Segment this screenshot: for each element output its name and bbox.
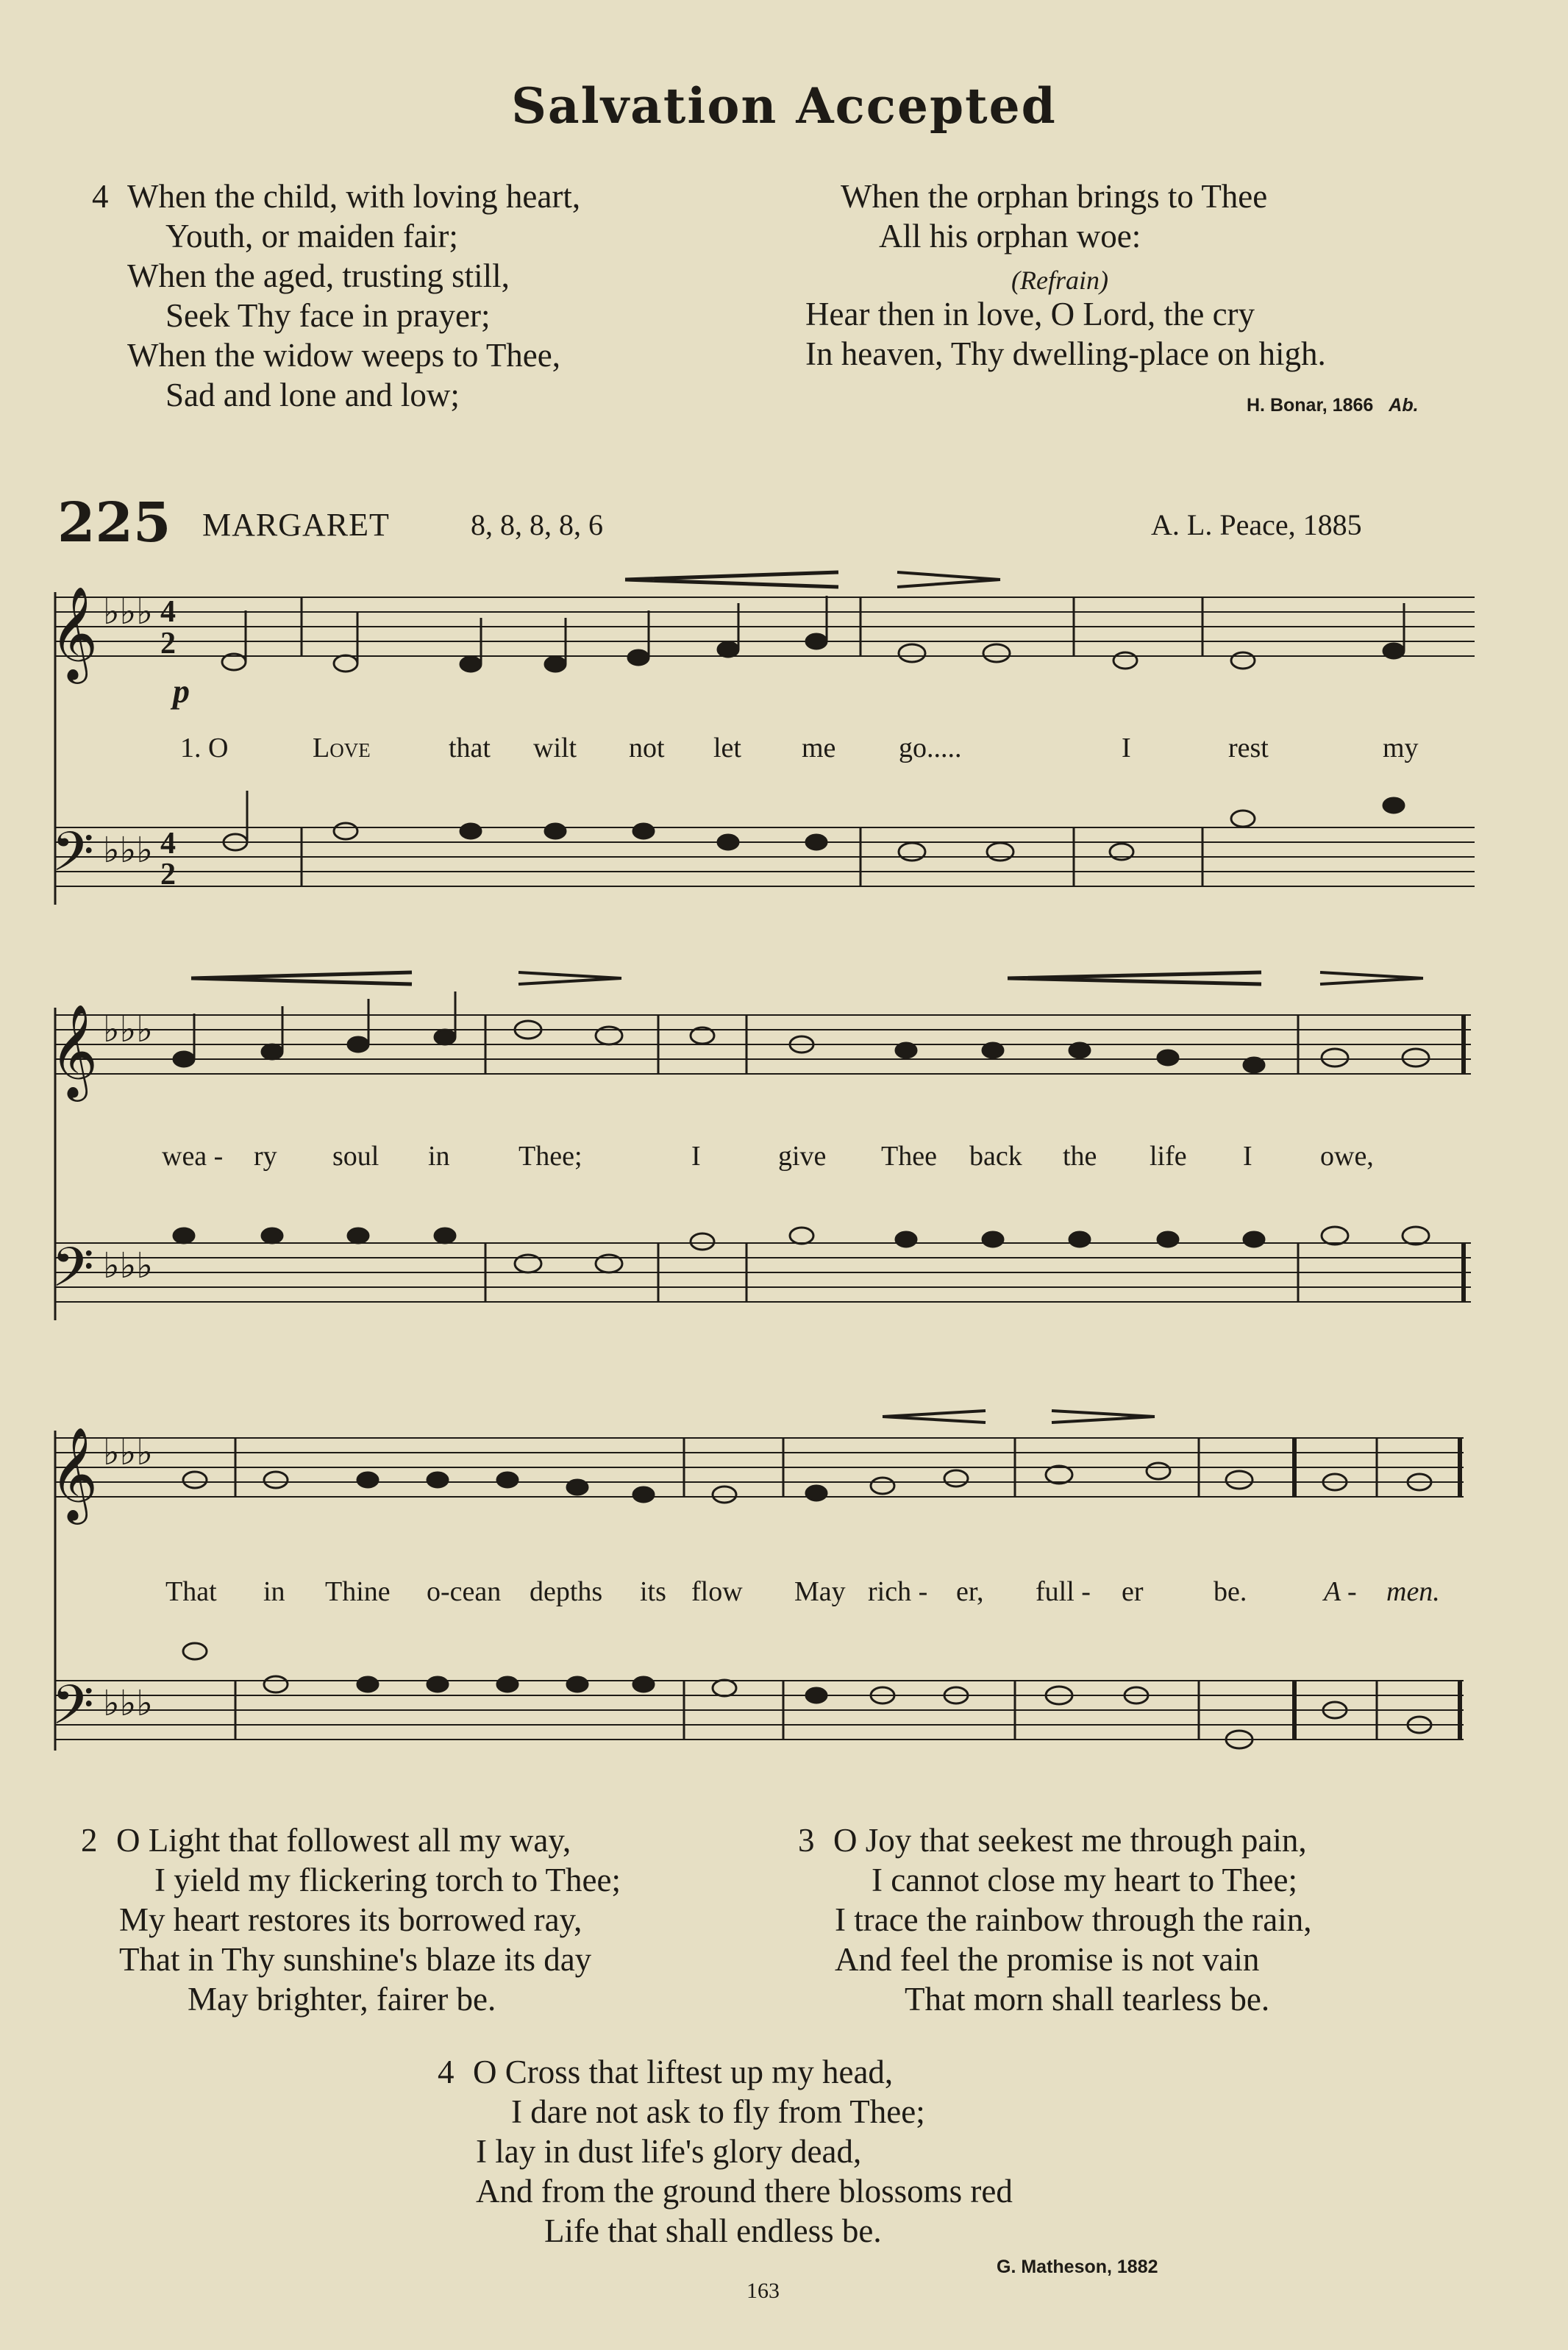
refrain-label: (Refrain) bbox=[1011, 266, 1108, 295]
stanza-line: When the orphan brings to Thee bbox=[841, 178, 1268, 215]
flat-icon: ♭♭♭ bbox=[103, 830, 153, 871]
flat-icon: ♭♭♭ bbox=[103, 1432, 153, 1473]
stanza-line: And feel the promise is not vain bbox=[835, 1941, 1260, 1978]
lyric-syllable: depths bbox=[530, 1576, 603, 1607]
lyric-syllable: full - bbox=[1036, 1576, 1091, 1607]
lyric-syllable: my bbox=[1383, 733, 1419, 763]
stanza-number: 2 bbox=[81, 1822, 98, 1859]
flat-icon: ♭♭♭ bbox=[103, 1245, 153, 1286]
lyric-syllable: not bbox=[629, 733, 665, 763]
decrescendo-hairpin bbox=[1320, 972, 1423, 984]
lyric-syllable: the bbox=[1063, 1141, 1097, 1172]
stanza-line: My heart restores its borrowed ray, bbox=[119, 1901, 582, 1938]
lyric-syllable: that bbox=[449, 733, 491, 763]
time-signature: 2 bbox=[160, 858, 176, 891]
stanza-line: When the widow weeps to Thee, bbox=[127, 337, 560, 374]
lyric-syllable: Thine bbox=[325, 1576, 391, 1607]
hymn-number: 225 bbox=[57, 491, 171, 555]
stanza-4 bbox=[438, 2052, 1013, 2251]
stanza-line: I cannot close my heart to Thee; bbox=[872, 1862, 1297, 1898]
lyric-syllable: soul bbox=[332, 1141, 379, 1172]
lyric-syllable: men. bbox=[1386, 1576, 1440, 1607]
flat-icon: ♭♭♭ bbox=[103, 1683, 153, 1724]
stanza-line: And from the ground there blossoms red bbox=[476, 2173, 1013, 2210]
treble-staff bbox=[55, 597, 1475, 656]
lyric-syllable: o-cean bbox=[427, 1576, 502, 1607]
stanza-number: 4 bbox=[92, 178, 109, 215]
crescendo-hairpin bbox=[883, 1411, 986, 1423]
lyric-syllable: rest bbox=[1228, 733, 1269, 763]
treble-clef-icon: 𝄞 bbox=[50, 1426, 99, 1520]
lyric-syllable: its bbox=[640, 1576, 666, 1607]
stanza-line: Life that shall endless be. bbox=[544, 2212, 882, 2249]
lyric-syllable: I bbox=[1243, 1141, 1252, 1172]
lyrics-line-1 bbox=[0, 732, 1568, 769]
lyric-syllable: er, bbox=[956, 1576, 984, 1607]
prev-stanza-right bbox=[805, 177, 1326, 374]
lyric-syllable: let bbox=[713, 733, 741, 763]
lyric-syllable: Thee bbox=[881, 1141, 937, 1172]
page-number: 163 bbox=[746, 2279, 780, 2303]
lyric-syllable: wilt bbox=[533, 733, 577, 763]
prev-hymn-credit: H. Bonar, 1866 Ab. bbox=[1247, 395, 1419, 416]
crescendo-hairpin bbox=[1008, 972, 1261, 984]
stanza-number: 4 bbox=[438, 2054, 455, 2090]
lyric-syllable: me bbox=[802, 733, 836, 763]
treble-staff bbox=[55, 1438, 1464, 1497]
stanza-credit: G. Matheson, 1882 bbox=[997, 2257, 1158, 2277]
meter: 8, 8, 8, 8, 6 bbox=[471, 508, 603, 541]
dynamic-marking: p bbox=[173, 672, 190, 710]
flat-icon: ♭♭♭ bbox=[103, 591, 153, 633]
decrescendo-hairpin bbox=[897, 572, 1000, 587]
stanza-number: 3 bbox=[798, 1822, 815, 1859]
treble-clef-icon: 𝄞 bbox=[50, 585, 99, 680]
decrescendo-hairpin bbox=[1052, 1411, 1155, 1423]
stanza-line: When the aged, trusting still, bbox=[127, 257, 510, 294]
lyric-syllable: er bbox=[1122, 1576, 1144, 1607]
stanza-line: Seek Thy face in prayer; bbox=[165, 297, 491, 334]
stanza-line: Youth, or maiden fair; bbox=[165, 218, 458, 254]
stanza-2 bbox=[81, 1820, 621, 2019]
stanza-line: I trace the rainbow through the rain, bbox=[835, 1901, 1312, 1938]
lyrics-line-3 bbox=[0, 1575, 1568, 1612]
stanza-line: All his orphan woe: bbox=[879, 218, 1141, 254]
lyric-syllable: A - bbox=[1324, 1576, 1357, 1607]
lyric-syllable: give bbox=[778, 1141, 827, 1172]
stanza-line: That morn shall tearless be. bbox=[905, 1981, 1270, 2018]
time-signature: 4 bbox=[160, 827, 176, 861]
lyric-syllable: 1. O bbox=[180, 733, 229, 763]
stanza-3 bbox=[798, 1820, 1312, 2019]
lyric-syllable: I bbox=[1122, 733, 1131, 763]
bass-clef-icon: 𝄢 bbox=[51, 820, 94, 897]
refrain-line: Hear then in love, O Lord, the cry bbox=[805, 296, 1255, 332]
stanza-line: I lay in dust life's glory dead, bbox=[476, 2133, 862, 2170]
stanza-line: Sad and lone and low; bbox=[165, 377, 460, 413]
stanza-line: O Cross that liftest up my head, bbox=[473, 2054, 894, 2090]
lyric-syllable: rich - bbox=[868, 1576, 928, 1607]
stanza-line: O Joy that seekest me through pain, bbox=[833, 1822, 1307, 1859]
prev-stanza-left bbox=[92, 177, 580, 415]
lyric-syllable: in bbox=[428, 1141, 450, 1172]
lyric-syllable: May bbox=[794, 1576, 846, 1607]
stanza-line: That in Thy sunshine's blaze its day bbox=[119, 1941, 592, 1978]
lyrics-line-2 bbox=[0, 1140, 1568, 1177]
time-signature: 2 bbox=[160, 627, 176, 661]
stanza-line: May brighter, fairer be. bbox=[188, 1981, 496, 2018]
stanza-line: I yield my flickering torch to Thee; bbox=[154, 1862, 621, 1898]
lyric-syllable: be. bbox=[1214, 1576, 1247, 1607]
stanza-line: I dare not ask to fly from Thee; bbox=[511, 2093, 925, 2130]
lyric-syllable: Thee; bbox=[518, 1141, 582, 1172]
lyric-syllable: ry bbox=[254, 1141, 277, 1172]
bass-clef-icon: 𝄢 bbox=[51, 1673, 94, 1751]
crescendo-hairpin bbox=[625, 572, 838, 587]
time-signature: 4 bbox=[160, 595, 176, 629]
lyric-syllable: go..... bbox=[899, 733, 962, 763]
stanza-line: O Light that followest all my way, bbox=[116, 1822, 571, 1859]
tune-name: MARGARET bbox=[202, 507, 390, 543]
composer: A. L. Peace, 1885 bbox=[1151, 508, 1362, 541]
decrescendo-hairpin bbox=[518, 972, 621, 984]
lyric-syllable: in bbox=[263, 1576, 285, 1607]
lyric-syllable: Love bbox=[313, 733, 371, 763]
bass-clef-icon: 𝄢 bbox=[51, 1236, 94, 1313]
lyric-syllable: owe, bbox=[1320, 1141, 1374, 1172]
page-title: Salvation Accepted bbox=[511, 77, 1057, 135]
lyric-syllable: flow bbox=[691, 1576, 743, 1607]
lyric-syllable: back bbox=[969, 1141, 1022, 1172]
refrain-line: In heaven, Thy dwelling-place on high. bbox=[805, 335, 1326, 372]
flat-icon: ♭♭♭ bbox=[103, 1009, 153, 1050]
lyric-syllable: That bbox=[165, 1576, 217, 1607]
lyric-syllable: wea - bbox=[162, 1141, 224, 1172]
treble-clef-icon: 𝄞 bbox=[50, 1003, 99, 1097]
bass-staff bbox=[55, 1243, 1471, 1302]
lyric-syllable: life bbox=[1150, 1141, 1187, 1172]
lyric-syllable: I bbox=[691, 1141, 701, 1172]
bass-staff bbox=[55, 827, 1475, 886]
stanza-line: When the child, with loving heart, bbox=[127, 178, 581, 215]
crescendo-hairpin bbox=[191, 972, 412, 984]
